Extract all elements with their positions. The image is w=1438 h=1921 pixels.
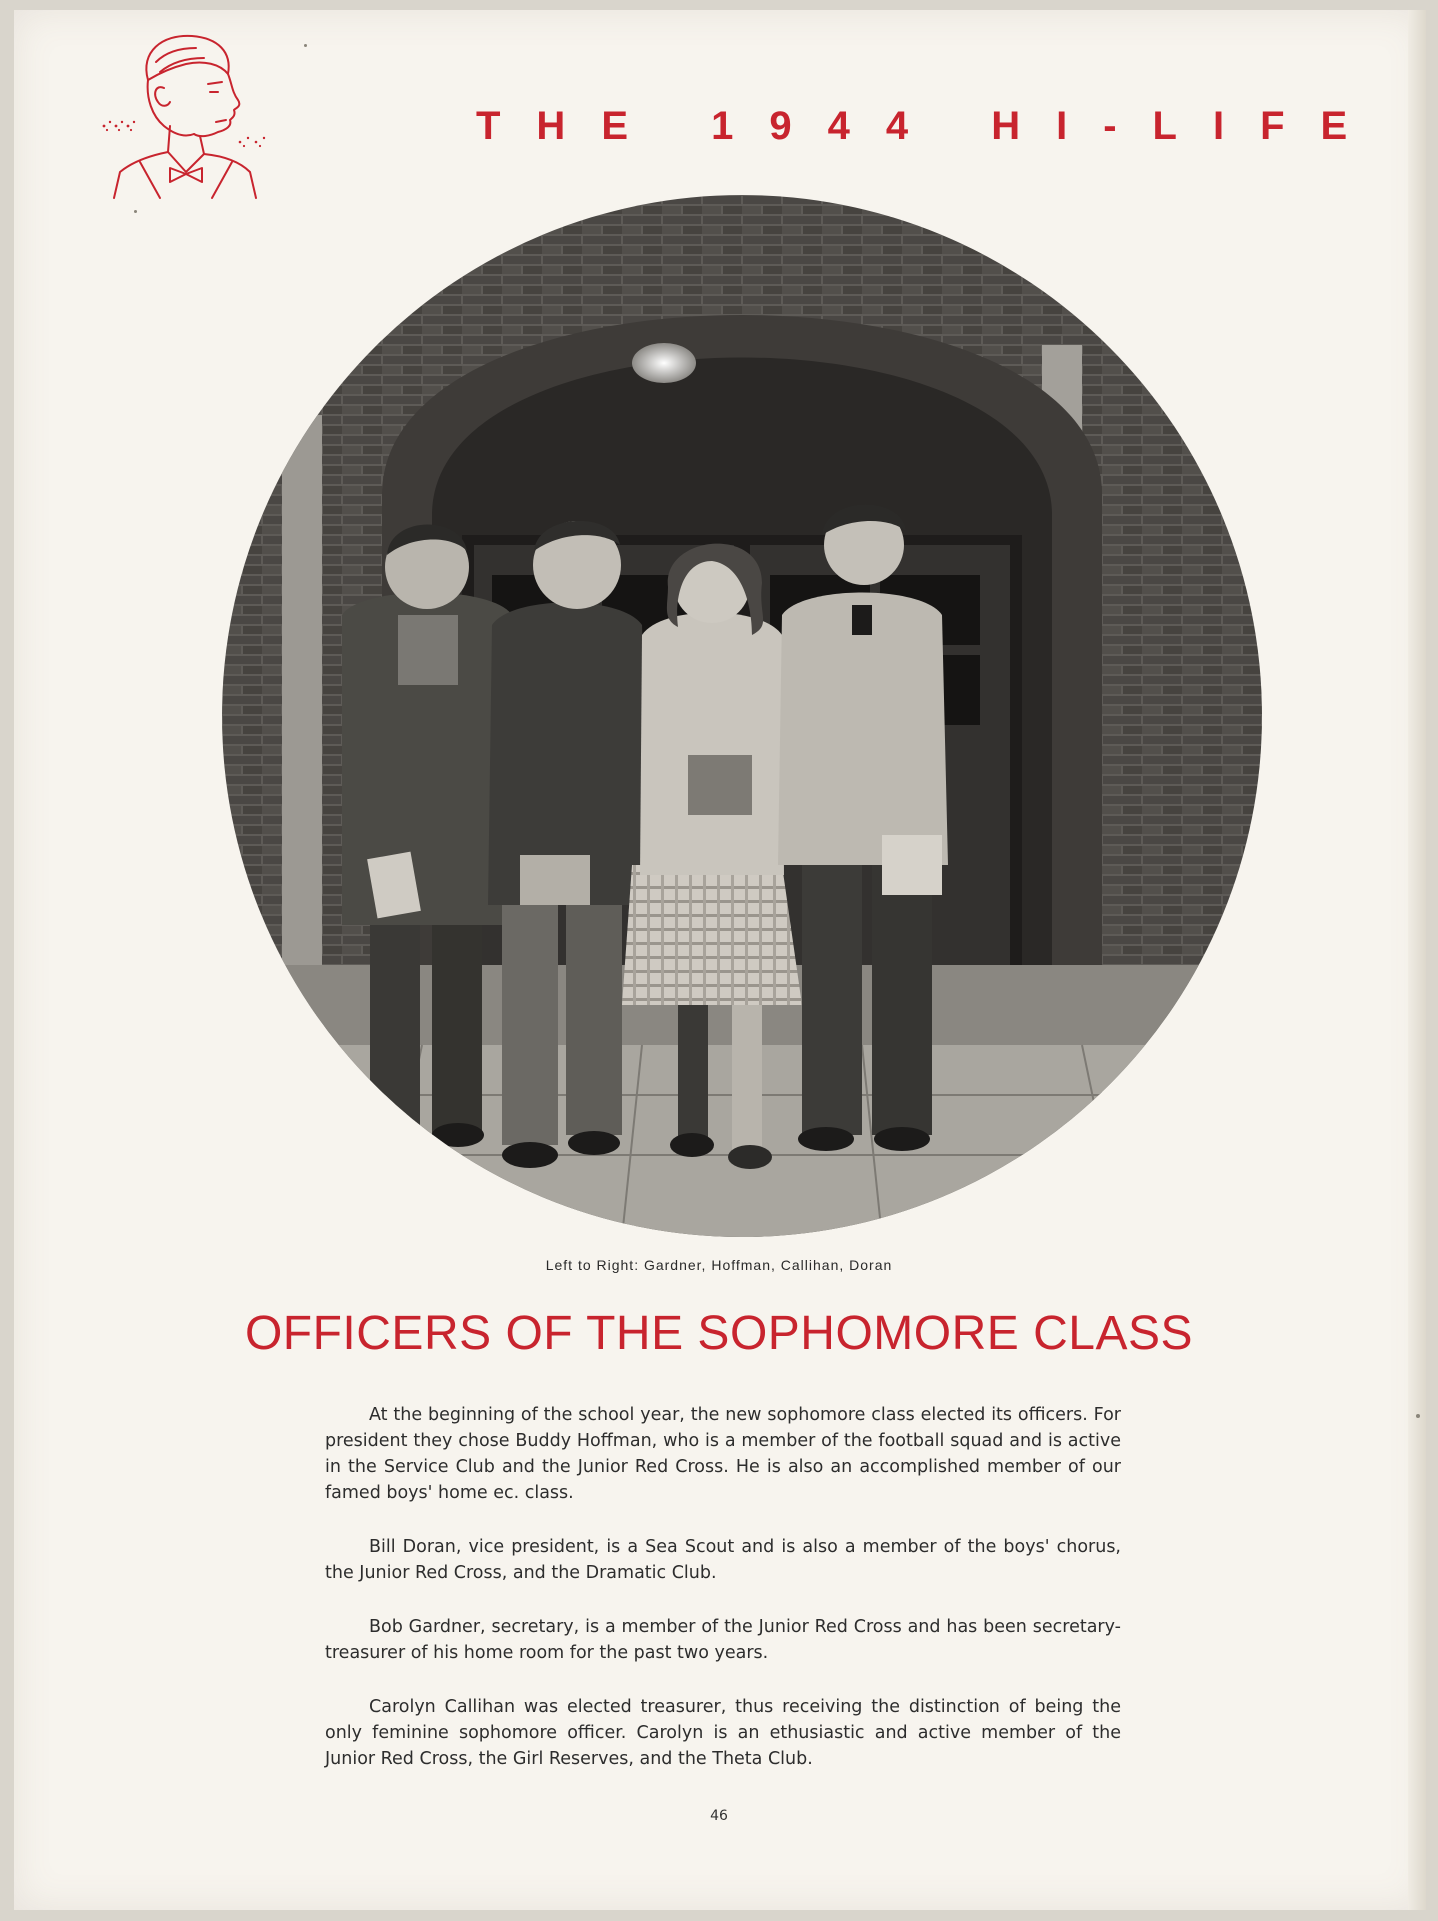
photo-caption: Left to Right: Gardner, Hoffman, Callihan, Doran bbox=[545, 1257, 893, 1273]
paragraph-secretary: Bob Gardner, secretary, is a member of the Junior Red Cross and has been secretary-treasurer of his home room for the past two years. bbox=[325, 1617, 1121, 1663]
paragraph-treasurer: Carolyn Callihan was elected treasurer, thus receiving the distinction of being the only feminine sophomore officer. Carolyn is an ethusiastic and active member of the Junior Red Cross, the Girl Reserves, and the Theta Club. bbox=[325, 1697, 1121, 1769]
running-title: THE 1944 HI-LIFE bbox=[476, 104, 1384, 148]
article-heading: OFFICERS OF THE SOPHOMORE CLASS bbox=[244, 1307, 1194, 1360]
page-edge bbox=[1408, 10, 1426, 1910]
scan-speck bbox=[134, 210, 137, 213]
student-head-sketch-icon bbox=[100, 22, 270, 202]
paragraph-president: At the beginning of the school year, the new sophomore class elected its officers. For president they chose Buddy Hoffman, who is a member of the football squad and is active in the Service Club and the Junior Red Cross. He is also an accomplished member of our famed boys' home ec. class. bbox=[325, 1405, 1121, 1503]
paragraph-vice-president: Bill Doran, vice president, is a Sea Scout and is also a member of the boys' chorus, the Junior Red Cross, and the Dramatic Club. bbox=[325, 1537, 1121, 1583]
scan-speck bbox=[304, 44, 307, 47]
article-body bbox=[325, 1402, 1121, 1800]
page-number: 46 bbox=[710, 1808, 728, 1824]
group-photo-icon bbox=[222, 195, 1262, 1237]
scan-speck bbox=[1416, 1414, 1420, 1418]
